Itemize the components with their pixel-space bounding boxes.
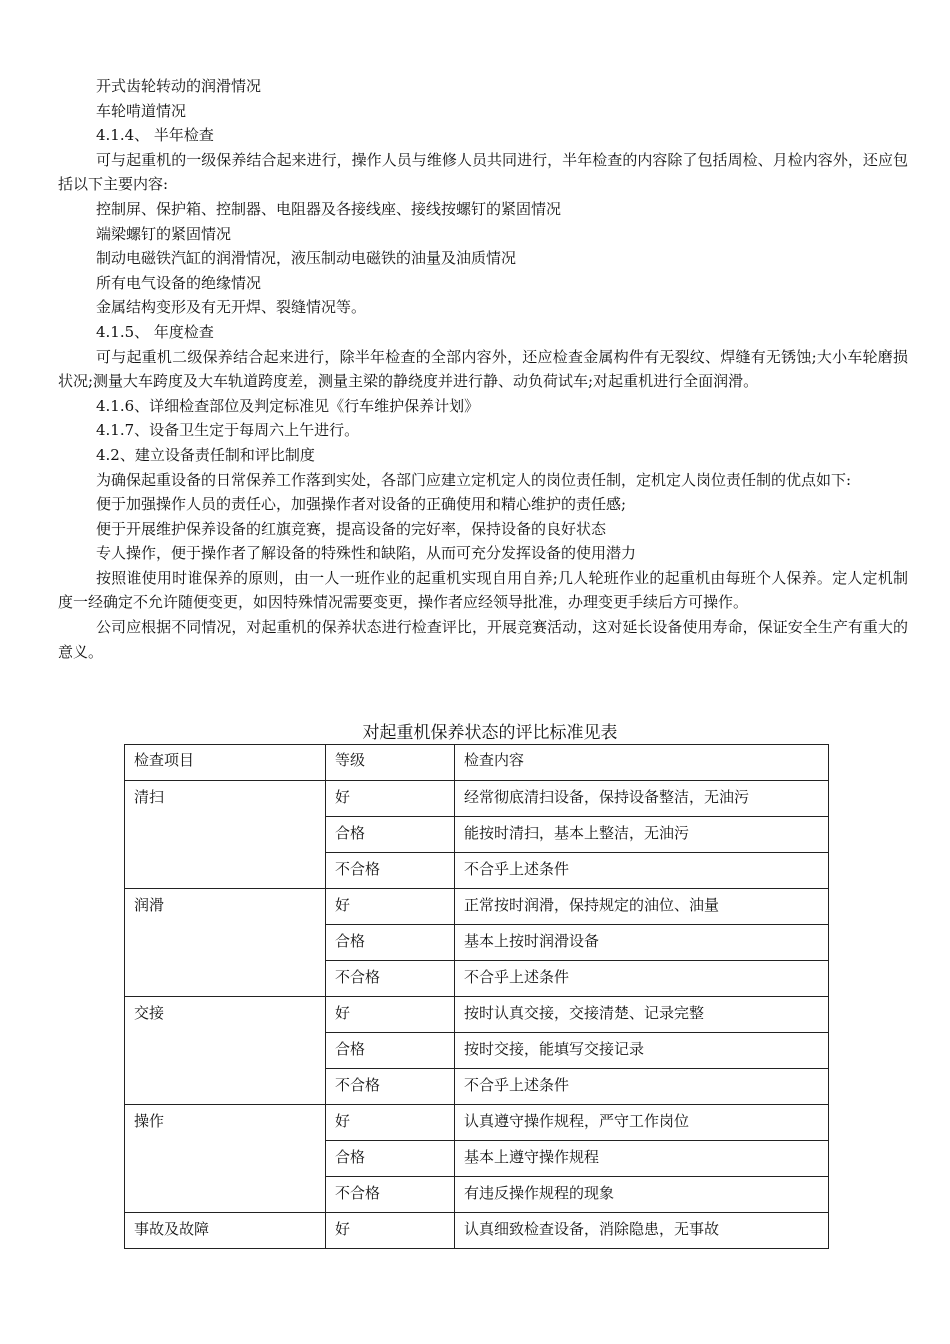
header-cell-item: 检查项目 <box>125 745 326 781</box>
body-text <box>58 74 908 664</box>
item-cell: 操作 <box>125 1105 326 1213</box>
paragraph: 可与起重机的一级保养结合起来进行，操作人员与维修人员共同进行，半年检查的内容除了包括周检、月检内容外，还应包括以下主要内容: <box>58 150 908 194</box>
content-cell: 有违反操作规程的现象 <box>455 1177 829 1213</box>
paragraph: 公司应根据不同情况，对起重机的保养状态进行检查评比，开展竞赛活动，这对延长设备使用寿命，保证安全生产有重大的意义。 <box>58 618 908 661</box>
paragraph: 便于开展维护保养设备的红旗竞赛，提高设备的完好率，保持设备的良好状态 <box>96 519 607 538</box>
table-row <box>125 781 829 817</box>
content-cell: 能按时清扫，基本上整洁，无油污 <box>455 817 829 853</box>
paragraph: 按照谁使用时谁保养的原则，由一人一班作业的起重机实现自用自养;几人轮班作业的起重机由每班个人保养。定人定机制度一经确定不允许随便变更，如因特殊情况需要变更，操作者应经领导批准，办理变更手续后方可操作。 <box>58 568 908 612</box>
content-cell: 不合乎上述条件 <box>455 853 829 889</box>
grade-cell: 好 <box>326 781 455 817</box>
evaluation-table <box>124 744 829 1249</box>
table-row <box>125 997 829 1033</box>
item-cell: 交接 <box>125 997 326 1105</box>
table-row <box>125 889 829 925</box>
header-cell-content: 检查内容 <box>455 745 829 781</box>
paragraph: 4.1.7、设备卫生定于每周六上午进行。 <box>96 421 360 440</box>
grade-cell: 合格 <box>326 1033 455 1069</box>
paragraph: 4.1.6、详细检查部位及判定标准见《行车维护保养计划》 <box>96 396 480 415</box>
content-cell: 经常彻底清扫设备，保持设备整洁，无油污 <box>455 781 829 817</box>
grade-cell: 不合格 <box>326 961 455 997</box>
paragraph: 便于加强操作人员的责任心，加强操作者对设备的正确使用和精心维护的责任感; <box>96 495 627 514</box>
content-cell: 正常按时润滑，保持规定的油位、油量 <box>455 889 829 925</box>
content-cell: 认真遵守操作规程，严守工作岗位 <box>455 1105 829 1141</box>
paragraph: 专人操作，便于操作者了解设备的特殊性和缺陷，从而可充分发挥设备的使用潜力 <box>96 544 637 563</box>
paragraph: 控制屏、保护箱、控制器、电阻器及各接线座、接线按螺钉的紧固情况 <box>96 199 562 218</box>
grade-cell: 不合格 <box>326 1069 455 1105</box>
grade-cell: 不合格 <box>326 1177 455 1213</box>
paragraph: 所有电气设备的绝缘情况 <box>96 273 262 292</box>
content-cell: 基本上按时润滑设备 <box>455 925 829 961</box>
grade-cell: 好 <box>326 997 455 1033</box>
section-heading: 4.2、建立设备责任制和评比制度 <box>96 445 315 464</box>
paragraph: 车轮啃道情况 <box>96 101 187 120</box>
paragraph: 金属结构变形及有无开焊、裂缝情况等。 <box>96 298 367 317</box>
grade-cell: 合格 <box>326 1141 455 1177</box>
paragraph: 为确保起重设备的日常保养工作落到实处，各部门应建立定机定人的岗位责任制，定机定人岗位责任制的优点如下: <box>96 470 852 489</box>
content-cell: 认真细致检查设备，消除隐患，无事故 <box>455 1213 829 1249</box>
section-heading: 4.1.4、 半年检查 <box>96 126 214 145</box>
paragraph: 制动电磁铁汽缸的润滑情况，液压制动电磁铁的油量及油质情况 <box>96 249 517 268</box>
table-row <box>125 1213 829 1249</box>
section-heading: 4.1.5、 年度检查 <box>96 322 214 341</box>
paragraph: 开式齿轮转动的润滑情况 <box>96 77 262 95</box>
content-cell: 按时交接，能填写交接记录 <box>455 1033 829 1069</box>
grade-cell: 好 <box>326 1213 455 1249</box>
table-header-row <box>125 745 829 781</box>
content-cell: 不合乎上述条件 <box>455 1069 829 1105</box>
grade-cell: 好 <box>326 889 455 925</box>
item-cell: 清扫 <box>125 781 326 889</box>
item-cell: 事故及故障 <box>125 1213 326 1249</box>
header-cell-grade: 等级 <box>326 745 455 781</box>
grade-cell: 合格 <box>326 817 455 853</box>
content-cell: 基本上遵守操作规程 <box>455 1141 829 1177</box>
grade-cell: 不合格 <box>326 853 455 889</box>
table-title: 对起重机保养状态的评比标准见表 <box>362 723 618 743</box>
item-cell: 润滑 <box>125 889 326 997</box>
grade-cell: 合格 <box>326 925 455 961</box>
grade-cell: 好 <box>326 1105 455 1141</box>
table-row <box>125 1105 829 1141</box>
paragraph: 端梁螺钉的紧固情况 <box>96 224 232 243</box>
content-cell: 按时认真交接，交接清楚、记录完整 <box>455 997 829 1033</box>
paragraph: 可与起重机二级保养结合起来进行，除半年检查的全部内容外，还应检查金属构件有无裂纹、焊缝有无锈蚀;大小车轮磨损状况;测量大车跨度及大车轨道跨度差，测量主梁的静绕度并进行静、动负荷试车;对起重机进行全面润滑。 <box>58 347 908 391</box>
content-cell: 不合乎上述条件 <box>455 961 829 997</box>
